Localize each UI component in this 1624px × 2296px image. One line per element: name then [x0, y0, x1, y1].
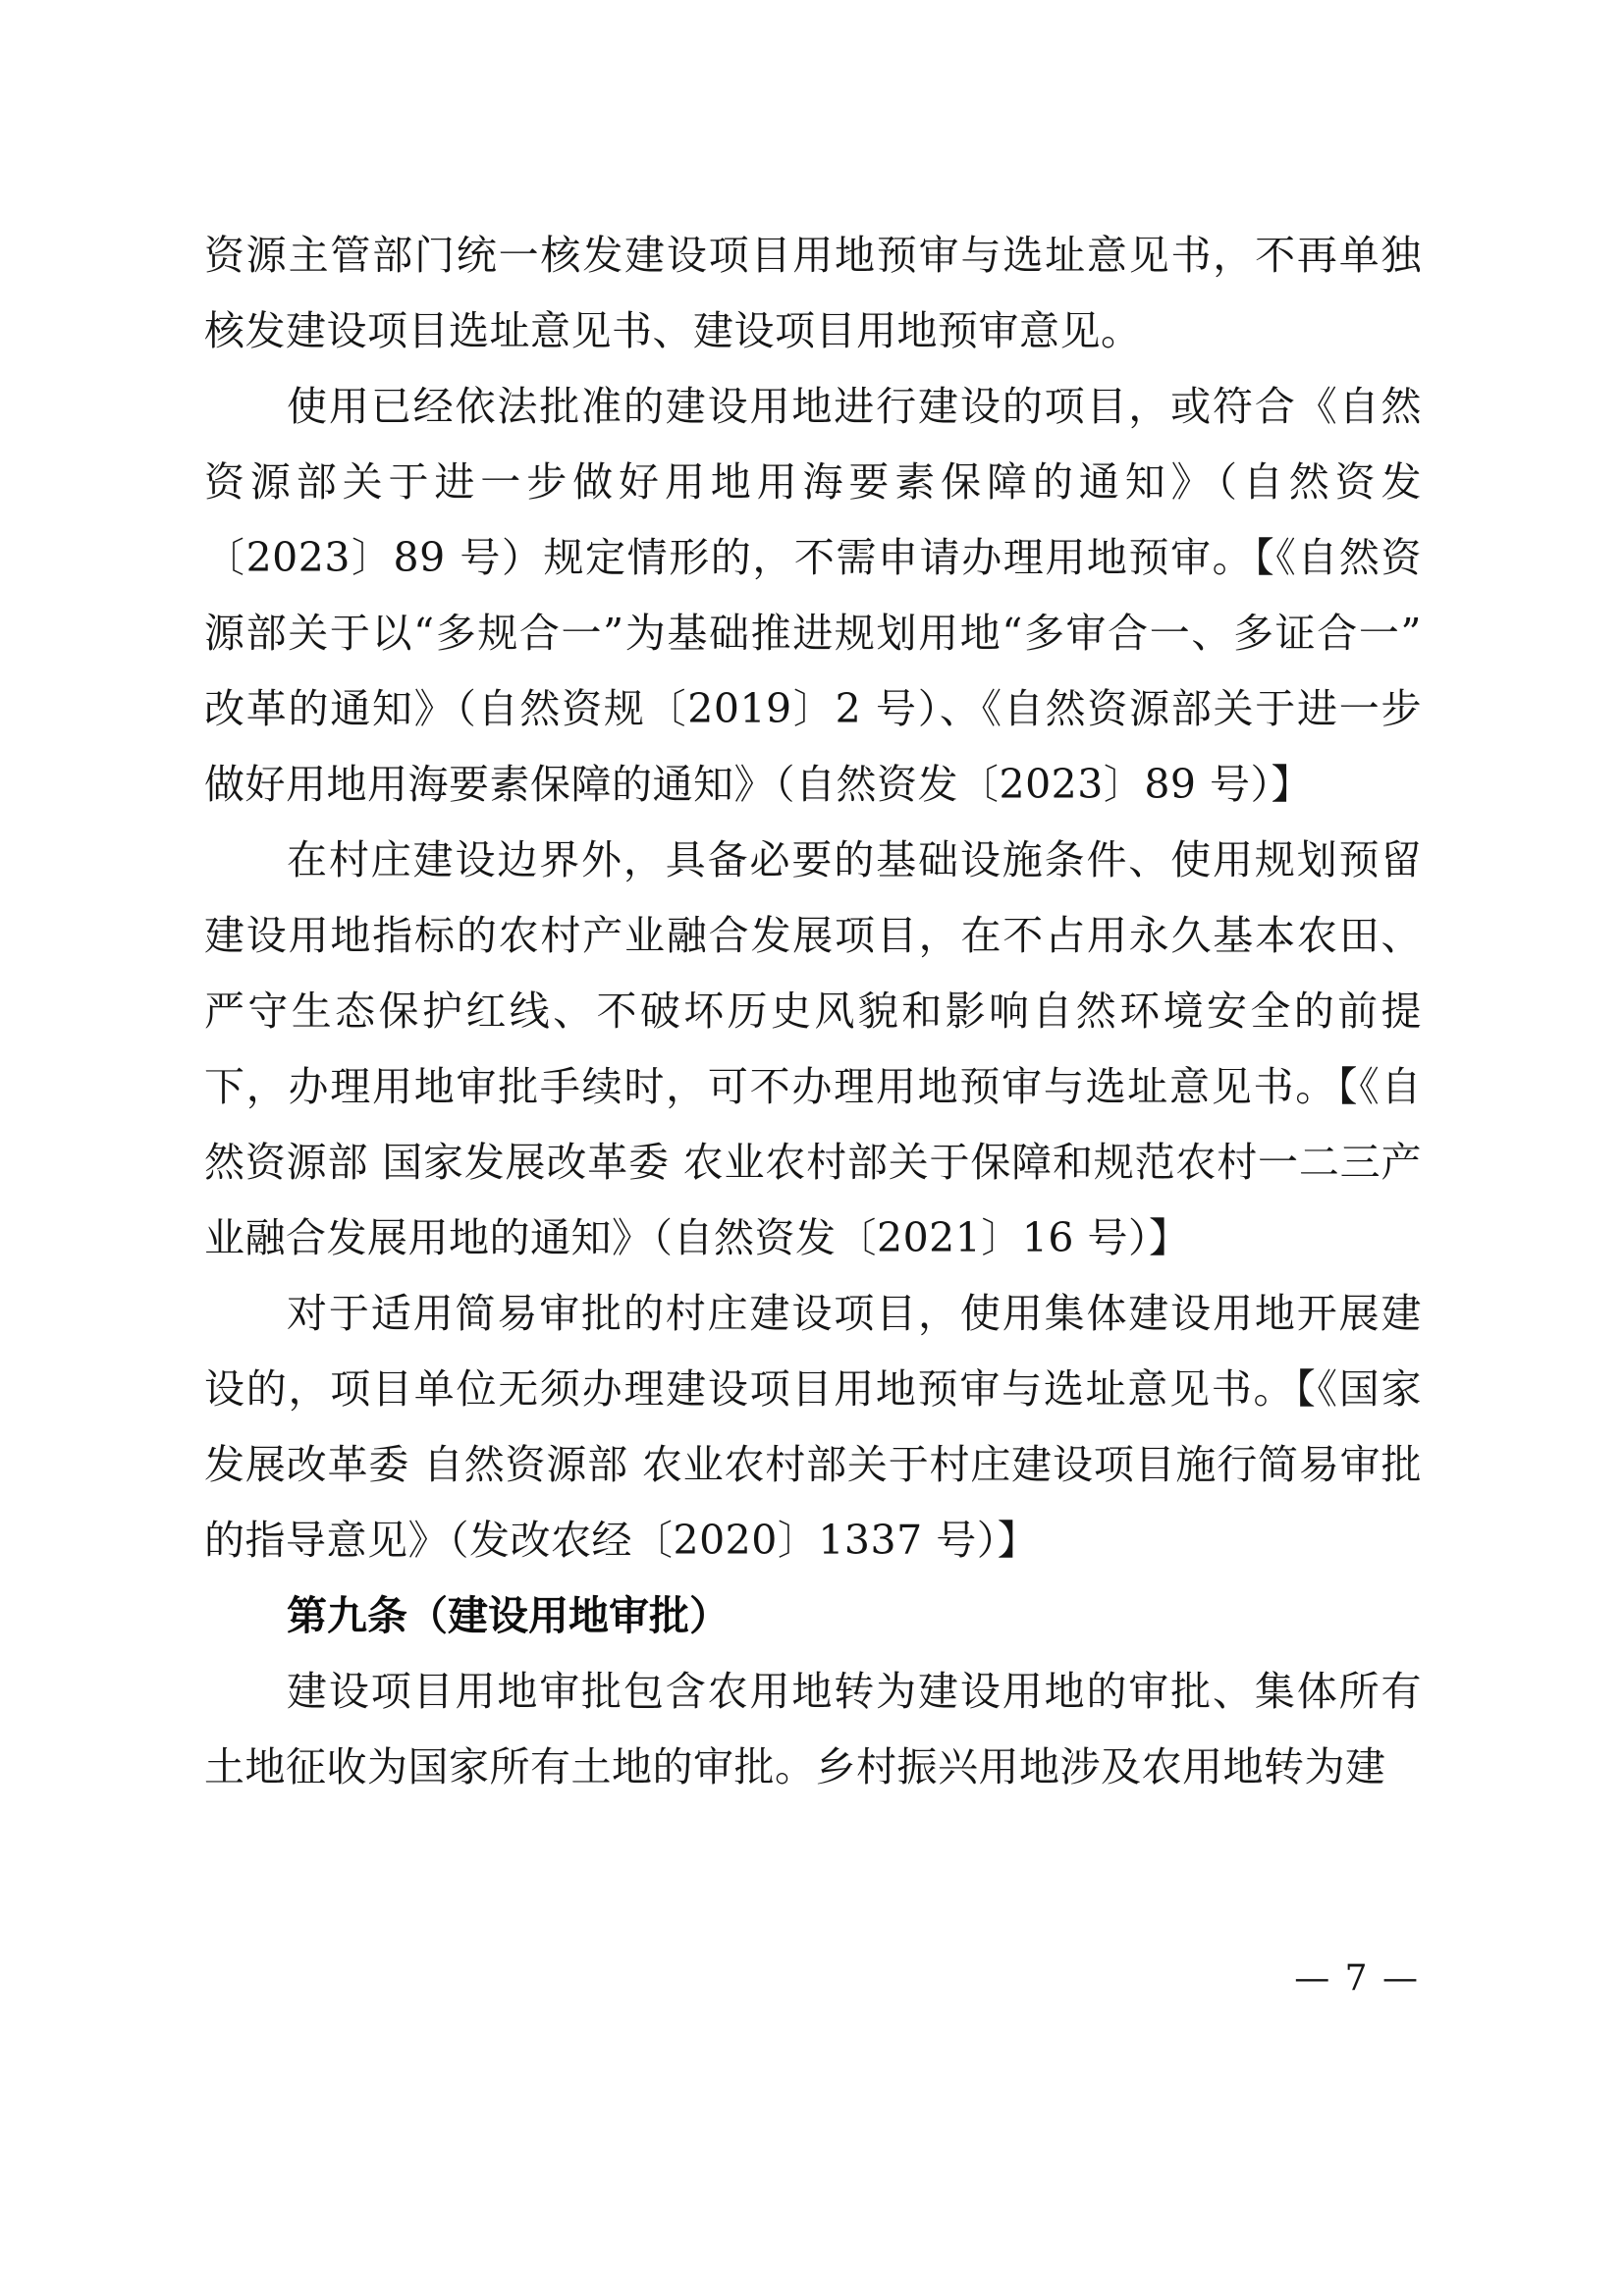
page-number: — 7 — — [1294, 1958, 1420, 1999]
paragraph-construction-land-approval: 建设项目用地审批包含农用地转为建设用地的审批、集体所有土地征收为国家所有土地的审批。乡村振兴用地涉及农用地转为建 — [204, 1668, 1422, 1790]
paragraph-simplified-approval-projects: 对于适用简易审批的村庄建设项目，使用集体建设用地开展建设的，项目单位无须办理建设项目用地预审与选址意见书。【《国家发展改革委 自然资源部 农业农村部关于村庄建设项目施行简易审批的指导意见》（发改农经〔2020〕1337 号）】 — [204, 1290, 1422, 1564]
paragraph-village-boundary-projects: 在村庄建设边界外，具备必要的基础设施条件、使用规划预留建设用地指标的农村产业融合发展项目，在不占用永久基本农田、严守生态保护红线、不破坏历史风貌和影响自然环境安全的前提下，办理用地审批手续时，可不办理用地预审与选址意见书。【《自然资源部 国家发展改革委 农业农村部关于保障和规范农村一二三产业融合发展用地的通知》（自然资发〔2021〕16 号）】 — [204, 836, 1422, 1261]
page-body — [204, 218, 1422, 1805]
paragraph-continued: 资源主管部门统一核发建设项目用地预审与选址意见书，不再单独核发建设项目选址意见书、建设项目用地预审意见。 — [204, 232, 1422, 354]
heading-article-nine: 第九条（建设用地审批） — [287, 1592, 730, 1639]
paragraph-land-preapproval-exemptions: 使用已经依法批准的建设用地进行建设的项目，或符合《自然资源部关于进一步做好用地用海要素保障的通知》（自然资发〔2023〕89 号）规定情形的，不需申请办理用地预审。【《自然资源部关于以“多规合一”为基础推进规划用地“多审合一、多证合一”改革的通知》（自然资规〔2019〕2 号）、《自然资源部关于进一步做好用地用海要素保障的通知》（自然资发〔2023〕89 号）】 — [204, 383, 1422, 808]
